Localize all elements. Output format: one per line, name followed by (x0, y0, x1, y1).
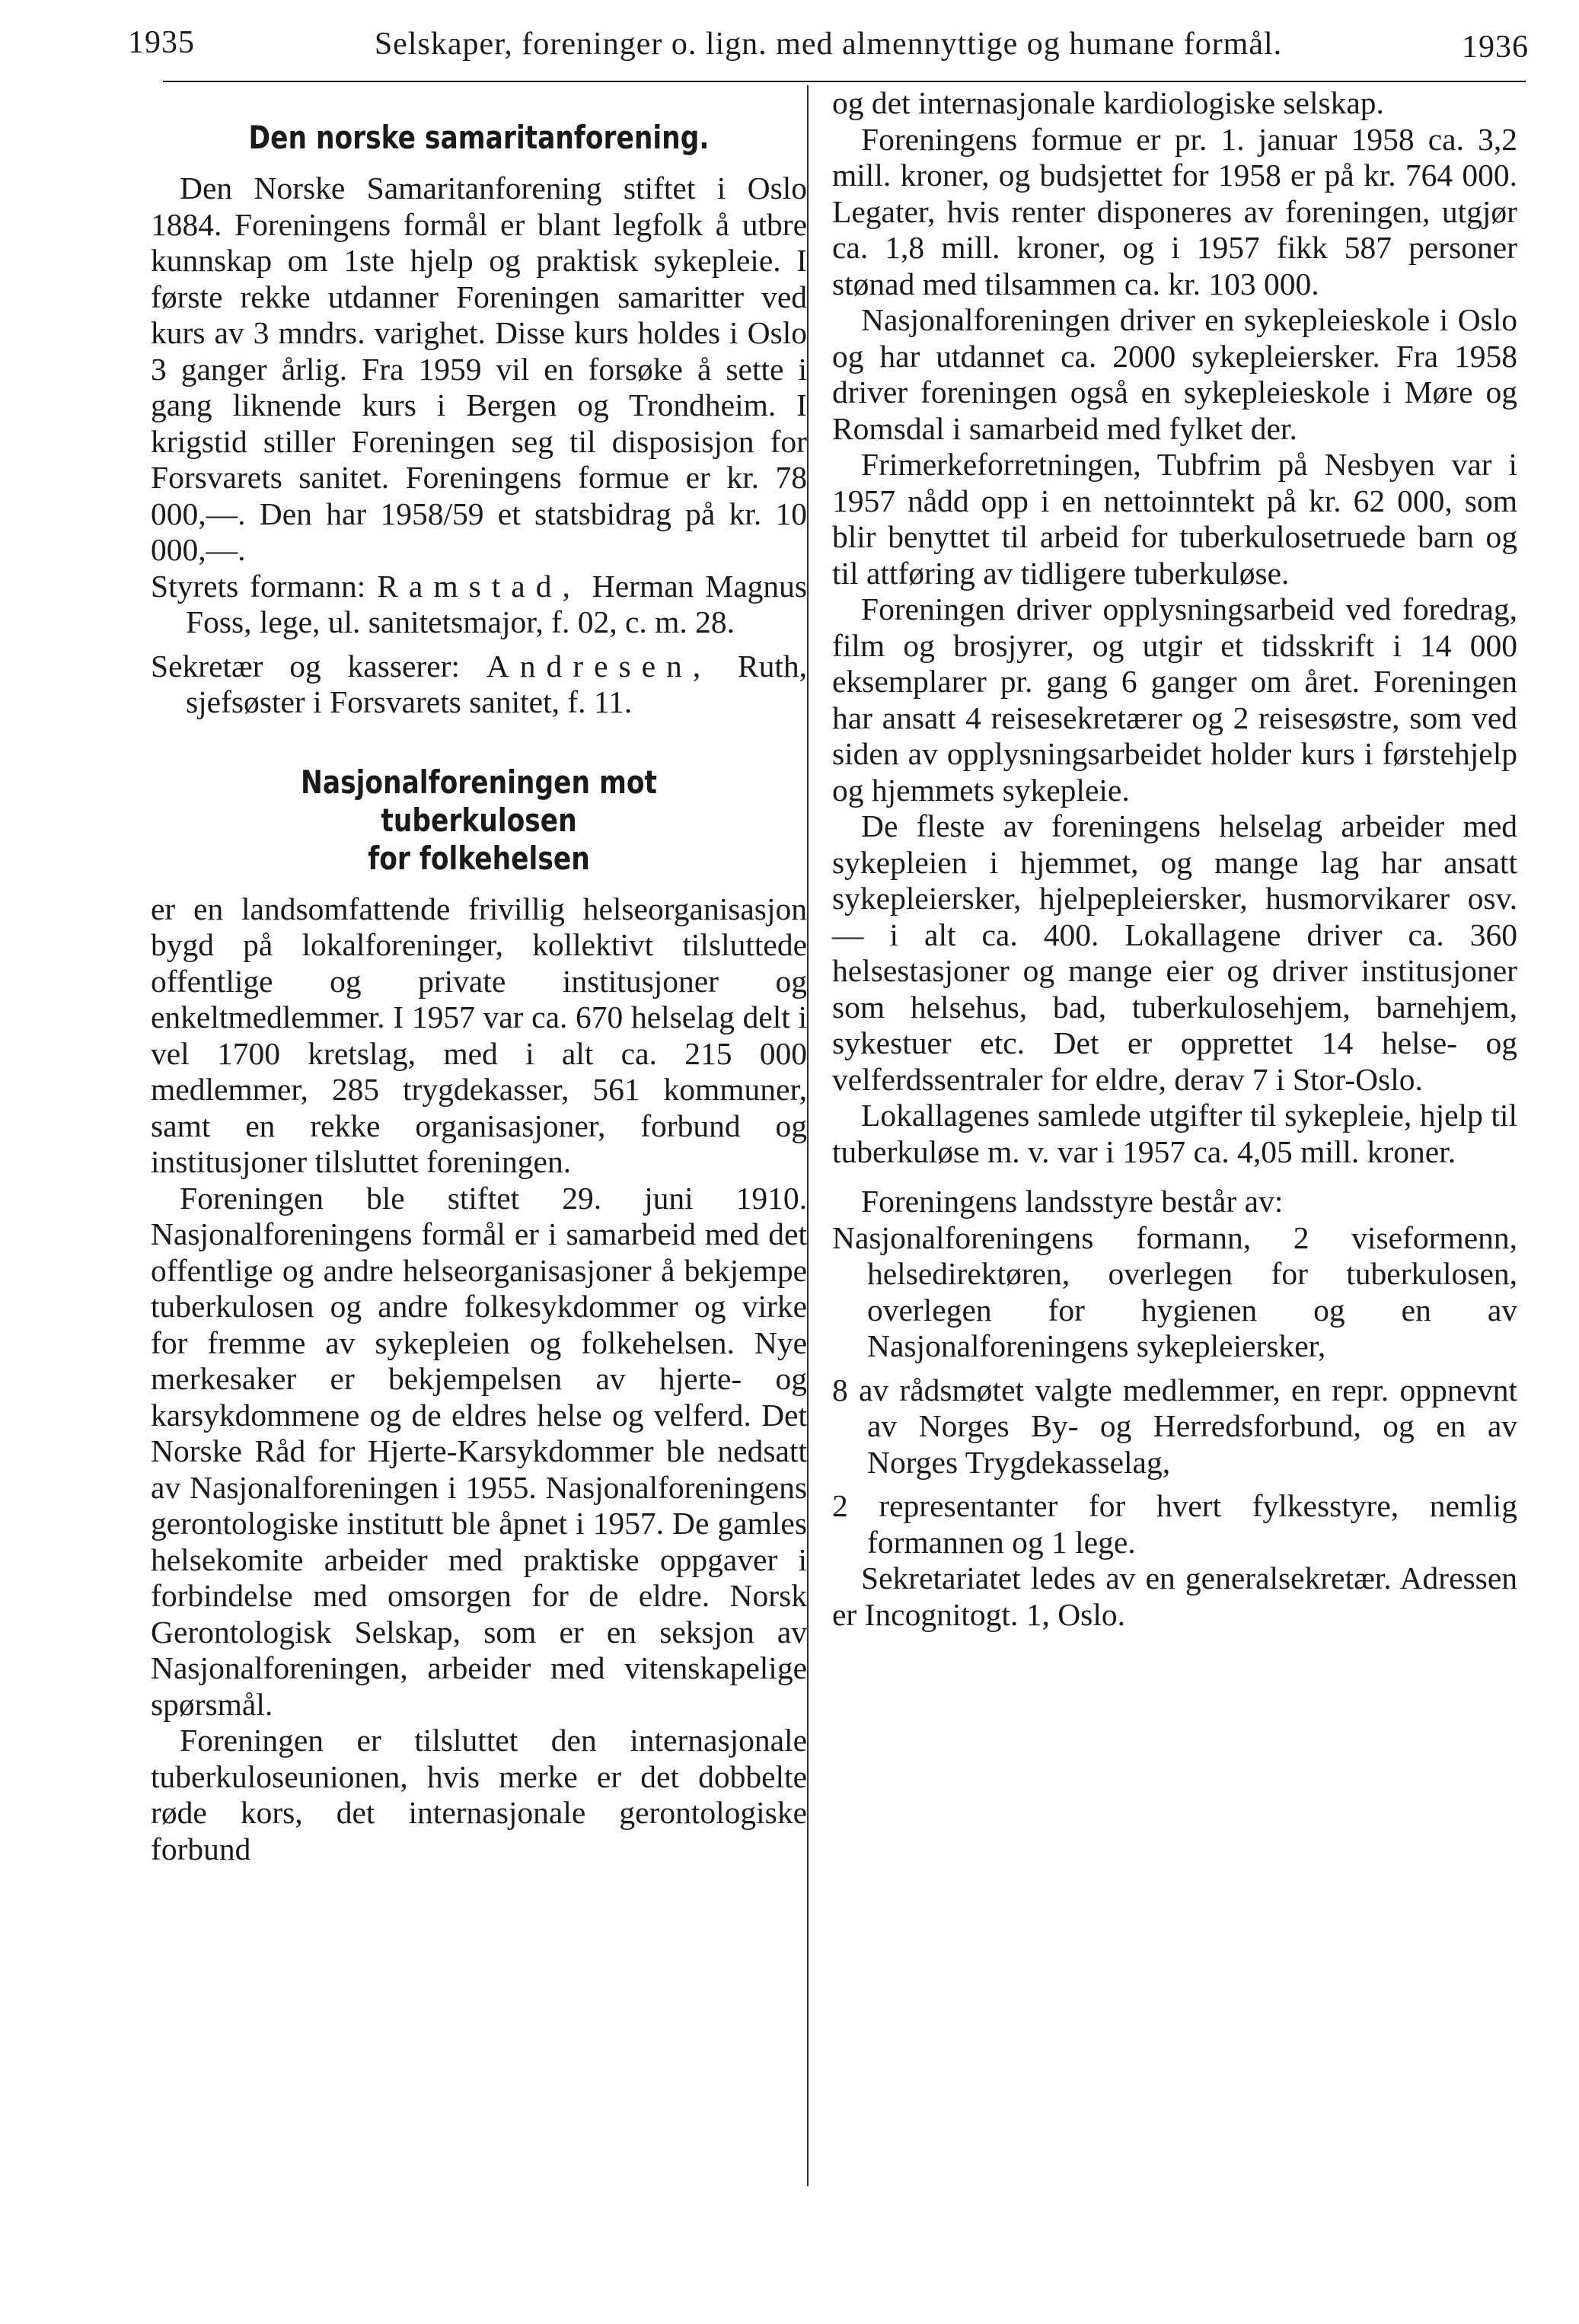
secretary-details: Ruth, sjefsøster i Forsvarets sanitet, f. 11. (186, 648, 807, 719)
formue-paragraph: Foreningens formue er pr. 1. januar 1958 ca. 3,2 mill. kroner, og budsjettet for 1958 er på kr. 764 000. Legater, hvis renter disponeres av foreningen, utgjør ca. 1,8 mill. kroner, og i 1957 fikk 587 personer stønad med tilsammen ca. kr. 103 000. (832, 121, 1517, 301)
page-header (128, 24, 1529, 78)
running-title: Selskaper, foreninger o. lign. med almennyttige og humane formål. (374, 27, 1283, 62)
nasjonal-paragraph-1: er en landsomfattende frivillig helseorganisasjon bygd på lokalforeninger, kollektivt tilsluttede offentlige og private institusjoner og enkeltmedlemmer. I 1957 var ca. 670 helselag delt i vel 1700 kretslag, med i alt ca. 215 000 medlemmer, 285 trygdekasser, 561 kommuner, samt en rekke organisasjoner, forbund og institusjoner tilsluttet foreningen. (151, 891, 807, 1179)
header-rule (163, 81, 1526, 82)
chair-name: Ramstad, (377, 568, 581, 604)
page-number-left: 1935 (128, 25, 195, 60)
landsstyre-intro: Foreningens landsstyre består av: (861, 1184, 1284, 1219)
chair-details: Herman Magnus Foss, lege, ul. sanitetsmajor, f. 02, c. m. 28. (186, 568, 808, 639)
nasjonal-paragraph-3: Foreningen er tilsluttet den internasjonale tuberkuloseunionen, hvis merke er det dobbelte røde kors, det internasjonale gerontologiske forbund (151, 1723, 807, 1867)
samaritan-paragraph: Den Norske Samaritanforening stiftet i Oslo 1884. Foreningens formål er blant legfolk å utbre kunnskap om 1ste hjelp og praktisk sykepleie. I første rekke utdanner Foreningen samaritter ved kurs av 3 mndrs. varighet. Disse kurs holdes i Oslo 3 ganger årlig. Fra 1959 vil en forsøke å sette i gang liknende kurs i Bergen og Trondheim. I krigstid stiller Foreningen seg til disposisjon for Forsvarets sanitet. Foreningens formue er kr. 78 000,—. Den har 1958/59 et statsbidrag på kr. 10 000,—. (151, 171, 807, 567)
section-title-line2: for folkehelsen (368, 839, 590, 877)
secretary-entry (151, 649, 807, 721)
kardiologisk-continuation: og det internasjonale kardiologiske selskap. (832, 85, 1384, 120)
section-title-samaritanforening: Den norske samaritanforening. (248, 119, 710, 156)
frimerke-paragraph: Frimerkeforretningen, Tubfrim på Nesbyen var i 1957 nådd opp i en nettoinntekt på kr. 62 000, som blir benyttet til arbeid for tuberkulosetruede barn og til attføring av tidligere tuberkuløse. (832, 447, 1517, 591)
helselag-paragraph: De fleste av foreningens helselag arbeider med sykepleien i hjemmet, og mange lag har ansatt sykepleiersker, hjelpepleiersker, husmorvikarer osv. — i alt ca. 400. Lokallagene driver ca. 360 helsestasjoner og mange eier og driver institusjoner som helsehus, bad, tuberkulosehjem, barnehjem, sykestuer etc. Det er opprettet 14 helse- og velferdssentraler for eldre, derav 7 i Stor-Oslo. (832, 808, 1517, 1097)
utgifter-paragraph: Lokallagenes samlede utgifter til sykepleie, hjelp til tuberkuløse m. v. var i 1957 ca. 4,05 mill. kroner. (832, 1098, 1517, 1169)
section-title-line1: Nasjonalforeningen mot tuberkulosen (301, 763, 657, 839)
sekretariat-paragraph: Sekretariatet ledes av en generalsekretær. Adressen er Incognitogt. 1, Oslo. (832, 1560, 1517, 1632)
secretary-name: Andresen, (486, 648, 712, 684)
page-number-right: 1936 (1462, 30, 1529, 65)
right-column (832, 85, 1517, 1633)
column-divider (807, 85, 809, 2186)
landsstyre-item-3: 2 representanter for hvert fylkesstyre, nemlig formannen og 1 lege. (832, 1488, 1517, 1560)
opplysning-paragraph: Foreningen driver opplysningsarbeid ved foredrag, film og brosjyrer, og utgir et tidsskrift i 14 000 eksemplarer pr. gang 6 ganger om året. Foreningen har ansatt 4 reisesekretærer og 2 reisesøstre, som ved siden av opplysningsarbeidet holder kurs i førstehjelp og hjemmets sykepleie. (832, 591, 1517, 808)
nasjonal-paragraph-2: Foreningen ble stiftet 29. juni 1910. Nasjonalforeningens formål er i samarbeid med det offentlige og andre helseorganisasjoner å bekjempe tuberkulosen og andre folkesykdommer og virke for fremme av sykepleien og folkehelsen. Nye merkesaker er bekjempelsen av hjerte- og karsykdommene og de eldres helse og velferd. Det Norske Råd for Hjerte-Karsykdommer ble nedsatt av Nasjonalforeningen i 1955. Nasjonalforeningens gerontologiske institutt ble åpnet i 1957. De gamles helsekomite arbeider med praktiske oppgaver i forbindelse med omsorgen for de eldre. Norsk Gerontologisk Selskap, som er en seksjon av Nasjonalforeningen, arbeider med vitenskapelige spørsmål. (151, 1180, 807, 1722)
chair-entry (151, 569, 807, 641)
secretary-label: Sekretær og kasserer: (151, 648, 460, 684)
section-title-nasjonalforeningen (210, 764, 748, 878)
landsstyre-item-1: Nasjonalforeningens formann, 2 viseformenn, helsedirektøren, overlegen for tuberkulosen, overlegen for hygienen og en av Nasjonalforeningens sykepleiersker, (832, 1219, 1517, 1363)
landsstyre-item-2: 8 av rådsmøtet valgte medlemmer, en repr. oppnevnt av Norges By- og Herredsforbund, og en av Norges Trygdekasselag, (832, 1372, 1517, 1480)
sykepleieskole-paragraph: Nasjonalforeningen driver en sykepleieskole i Oslo og har utdannet ca. 2000 sykepleiersker. Fra 1958 driver foreningen også en sykepleieskole i Møre og Romsdal i samarbeid med fylket der. (832, 302, 1517, 446)
chair-label: Styrets formann: (151, 568, 366, 604)
left-column (151, 85, 807, 1867)
